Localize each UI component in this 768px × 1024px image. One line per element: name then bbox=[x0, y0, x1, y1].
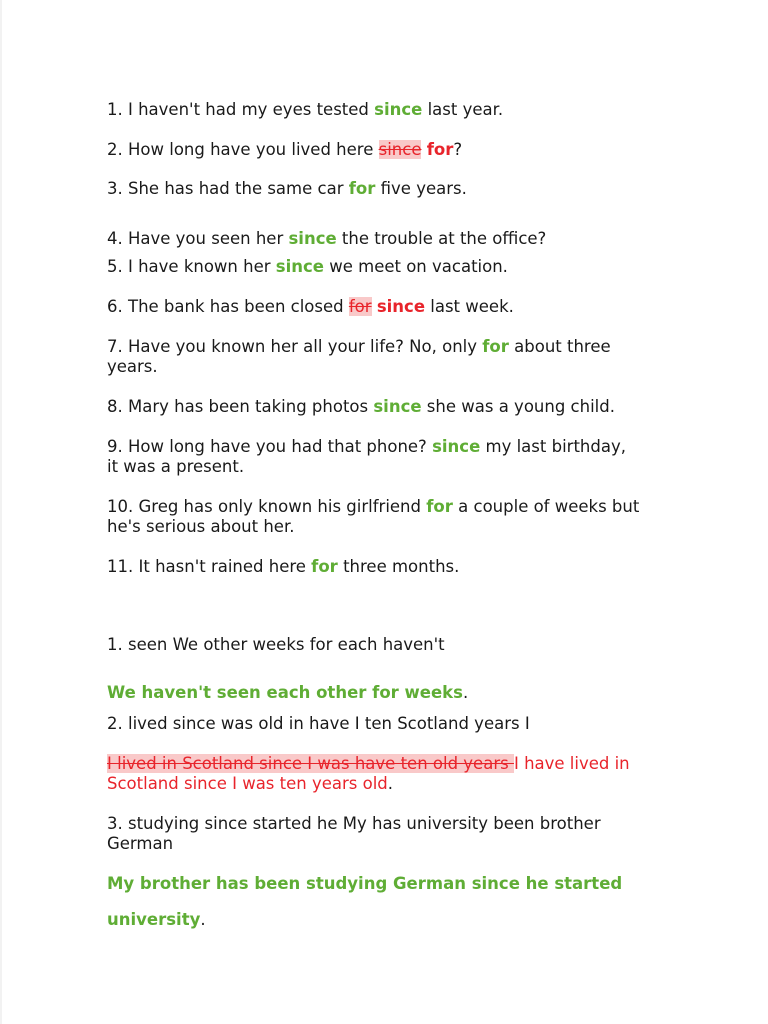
sentence-9: 9. How long have you had that phone? since my last birthday, bbox=[107, 437, 626, 456]
answer: since bbox=[373, 397, 422, 416]
corrected-answer: for bbox=[426, 140, 454, 159]
reorder-answer-3-line-2: university. bbox=[107, 910, 206, 929]
page-edge bbox=[0, 0, 2, 1024]
sentence-2: 2. How long have you lived here since for? bbox=[107, 140, 463, 159]
answer: for bbox=[426, 497, 453, 516]
reorder-answer-3: My brother has been studying German since he started bbox=[107, 874, 623, 893]
reorder-answer-1: We haven't seen each other for weeks. bbox=[107, 683, 469, 702]
wrong-answer: since bbox=[378, 140, 422, 159]
sentence-7-line-2: years. bbox=[107, 357, 158, 376]
sentence-7: 7. Have you known her all your life? No, only for about three bbox=[107, 337, 611, 356]
answer: since bbox=[432, 437, 481, 456]
reorder-question-3-line-2: German bbox=[107, 834, 174, 853]
sentence-6: 6. The bank has been closed for since last week. bbox=[107, 297, 514, 316]
sentence-9-line-2: it was a present. bbox=[107, 457, 245, 476]
sentence-10: 10. Greg has only known his girlfriend for a couple of weeks but bbox=[107, 497, 640, 516]
sentence-3: 3. She has had the same car for five years. bbox=[107, 179, 467, 198]
reorder-question-3: 3. studying since started he My has university been brother bbox=[107, 814, 601, 833]
corrected-answer: I have lived in bbox=[513, 754, 630, 773]
answer: for bbox=[311, 557, 338, 576]
reorder-question-2: 2. lived since was old in have I ten Scotland years I bbox=[107, 714, 530, 733]
reorder-answer-2 bbox=[107, 754, 630, 774]
answer: since bbox=[275, 257, 324, 276]
answer: since bbox=[288, 229, 337, 248]
sentence-5: 5. I have known her since we meet on vacation. bbox=[107, 257, 508, 276]
answer: since bbox=[374, 100, 423, 119]
sentence-4: 4. Have you seen her since the trouble at the office? bbox=[107, 229, 547, 248]
reorder-question-1: 1. seen We other weeks for each haven't bbox=[107, 635, 445, 654]
wrong-answer: I lived in Scotland since I was have ten old years bbox=[107, 754, 514, 773]
wrong-answer: for bbox=[348, 297, 372, 316]
sentence-11: 11. It hasn't rained here for three months. bbox=[107, 557, 460, 576]
answer: for bbox=[482, 337, 509, 356]
reorder-answer-2-line-2: Scotland since I was ten years old. bbox=[107, 774, 394, 793]
corrected-answer: since bbox=[376, 297, 426, 316]
sentence-8: 8. Mary has been taking photos since she was a young child. bbox=[107, 397, 615, 416]
sentence-10-line-2: he's serious about her. bbox=[107, 517, 295, 536]
sentence-1: 1. I haven't had my eyes tested since last year. bbox=[107, 100, 504, 119]
answer: for bbox=[348, 179, 376, 198]
